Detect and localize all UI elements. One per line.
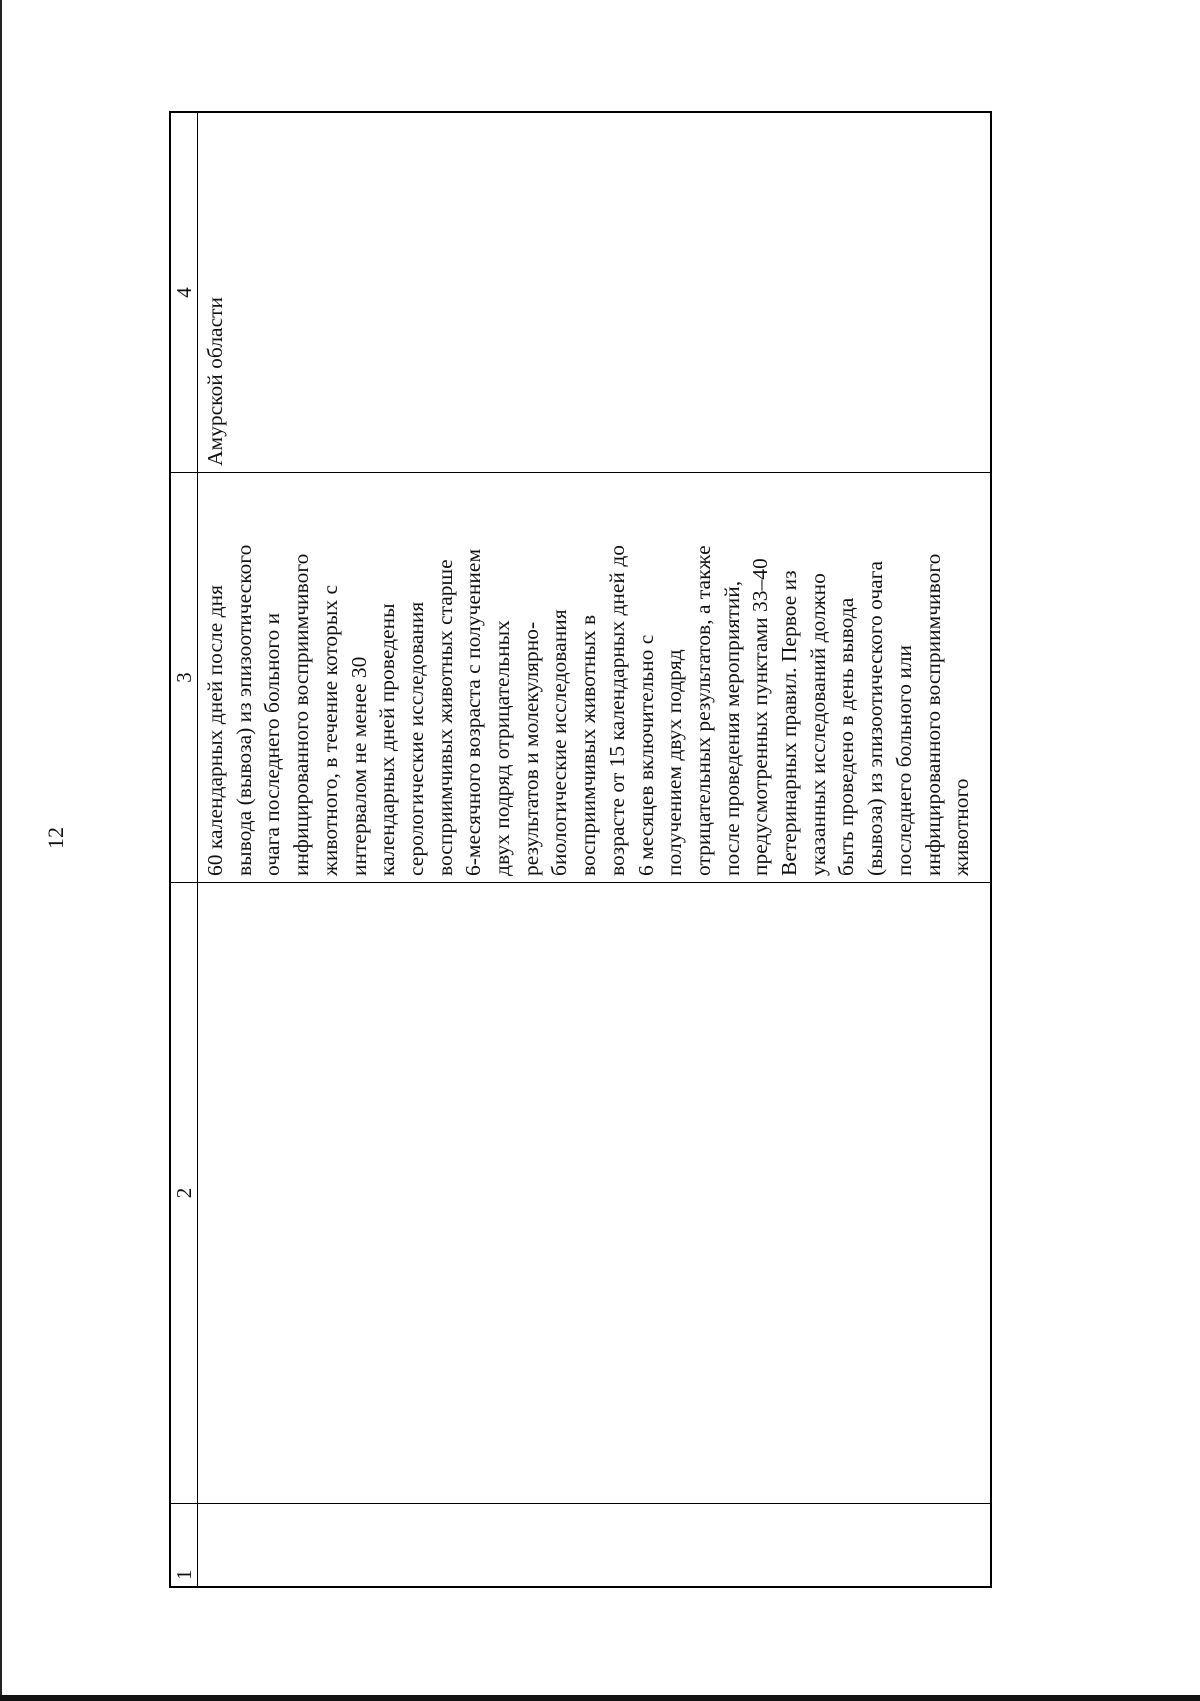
requirements-line: вывода (вывоза) из эпизоотического bbox=[231, 544, 256, 876]
scan-bottom-edge bbox=[0, 1695, 1200, 1701]
table-header-row bbox=[171, 113, 198, 1586]
requirements-line: инфицированного восприимчивого bbox=[289, 553, 314, 876]
requirements-line: инфицированного восприимчивого bbox=[920, 553, 945, 876]
region-text: Амурской области bbox=[203, 296, 227, 466]
requirements-line: восприимчивых животных в bbox=[576, 614, 601, 876]
requirements-line: животного bbox=[949, 778, 974, 876]
requirements-line: указанных исследований должно bbox=[805, 573, 830, 876]
requirements-line: животного, в течение которых с bbox=[317, 584, 342, 876]
requirements-line: последнего больного или bbox=[891, 644, 916, 876]
requirements-line: серологические исследования bbox=[403, 601, 428, 876]
requirements-line: результатов и молекулярно- bbox=[518, 621, 543, 876]
header-cell-4 bbox=[171, 113, 197, 473]
table-row bbox=[197, 113, 990, 1586]
header-number-1: 1 bbox=[172, 1569, 196, 1580]
requirements-line: биологические исследования bbox=[547, 609, 572, 876]
requirements-line: предусмотренных пунктами 33–40 bbox=[748, 558, 773, 876]
requirements-line: двух подряд отрицательных bbox=[490, 620, 515, 876]
requirements-line: 6 месяцев включительно с bbox=[633, 634, 658, 876]
header-number-4: 4 bbox=[172, 287, 196, 298]
body-cell-1-text bbox=[197, 1504, 201, 1586]
body-cell-2-text bbox=[197, 883, 201, 1503]
scan-left-edge bbox=[0, 0, 2, 1701]
requirements-line: отрицательных результатов, а также bbox=[690, 545, 715, 876]
requirements-line: получением двух подряд bbox=[662, 649, 687, 876]
header-cell-3 bbox=[171, 473, 197, 883]
requirements-line: Ветеринарных правил. Первое из bbox=[777, 570, 802, 876]
page-number: 12 bbox=[43, 827, 68, 849]
body-cell-4 bbox=[197, 113, 990, 473]
requirements-line: возрасте от 15 календарных дней до bbox=[604, 544, 629, 876]
body-cell-3 bbox=[197, 473, 990, 883]
requirements-line: 6-месячного возраста с получением bbox=[461, 548, 486, 876]
header-cell-2 bbox=[171, 883, 197, 1504]
requirements-line: календарных дней проведены bbox=[375, 603, 400, 876]
requirements-text bbox=[197, 473, 976, 882]
requirements-line: интервалом не менее 30 bbox=[346, 656, 371, 876]
body-cell-1 bbox=[197, 1504, 990, 1586]
requirements-line: после проведения мероприятий, bbox=[719, 580, 744, 876]
requirements-line: очага последнего больного и bbox=[260, 612, 285, 876]
header-number-2: 2 bbox=[172, 1187, 196, 1199]
rotated-table bbox=[169, 111, 992, 1588]
header-number-3: 3 bbox=[172, 672, 196, 683]
body-cell-2 bbox=[197, 883, 990, 1504]
requirements-line: 60 календарных дней после дня bbox=[203, 585, 227, 876]
requirements-line: восприимчивых животных старше bbox=[432, 559, 457, 876]
header-cell-1 bbox=[171, 1504, 197, 1586]
requirements-line: быть проведено в день вывода bbox=[834, 597, 859, 876]
requirements-line: (вывоза) из эпизоотического очага bbox=[863, 560, 888, 876]
